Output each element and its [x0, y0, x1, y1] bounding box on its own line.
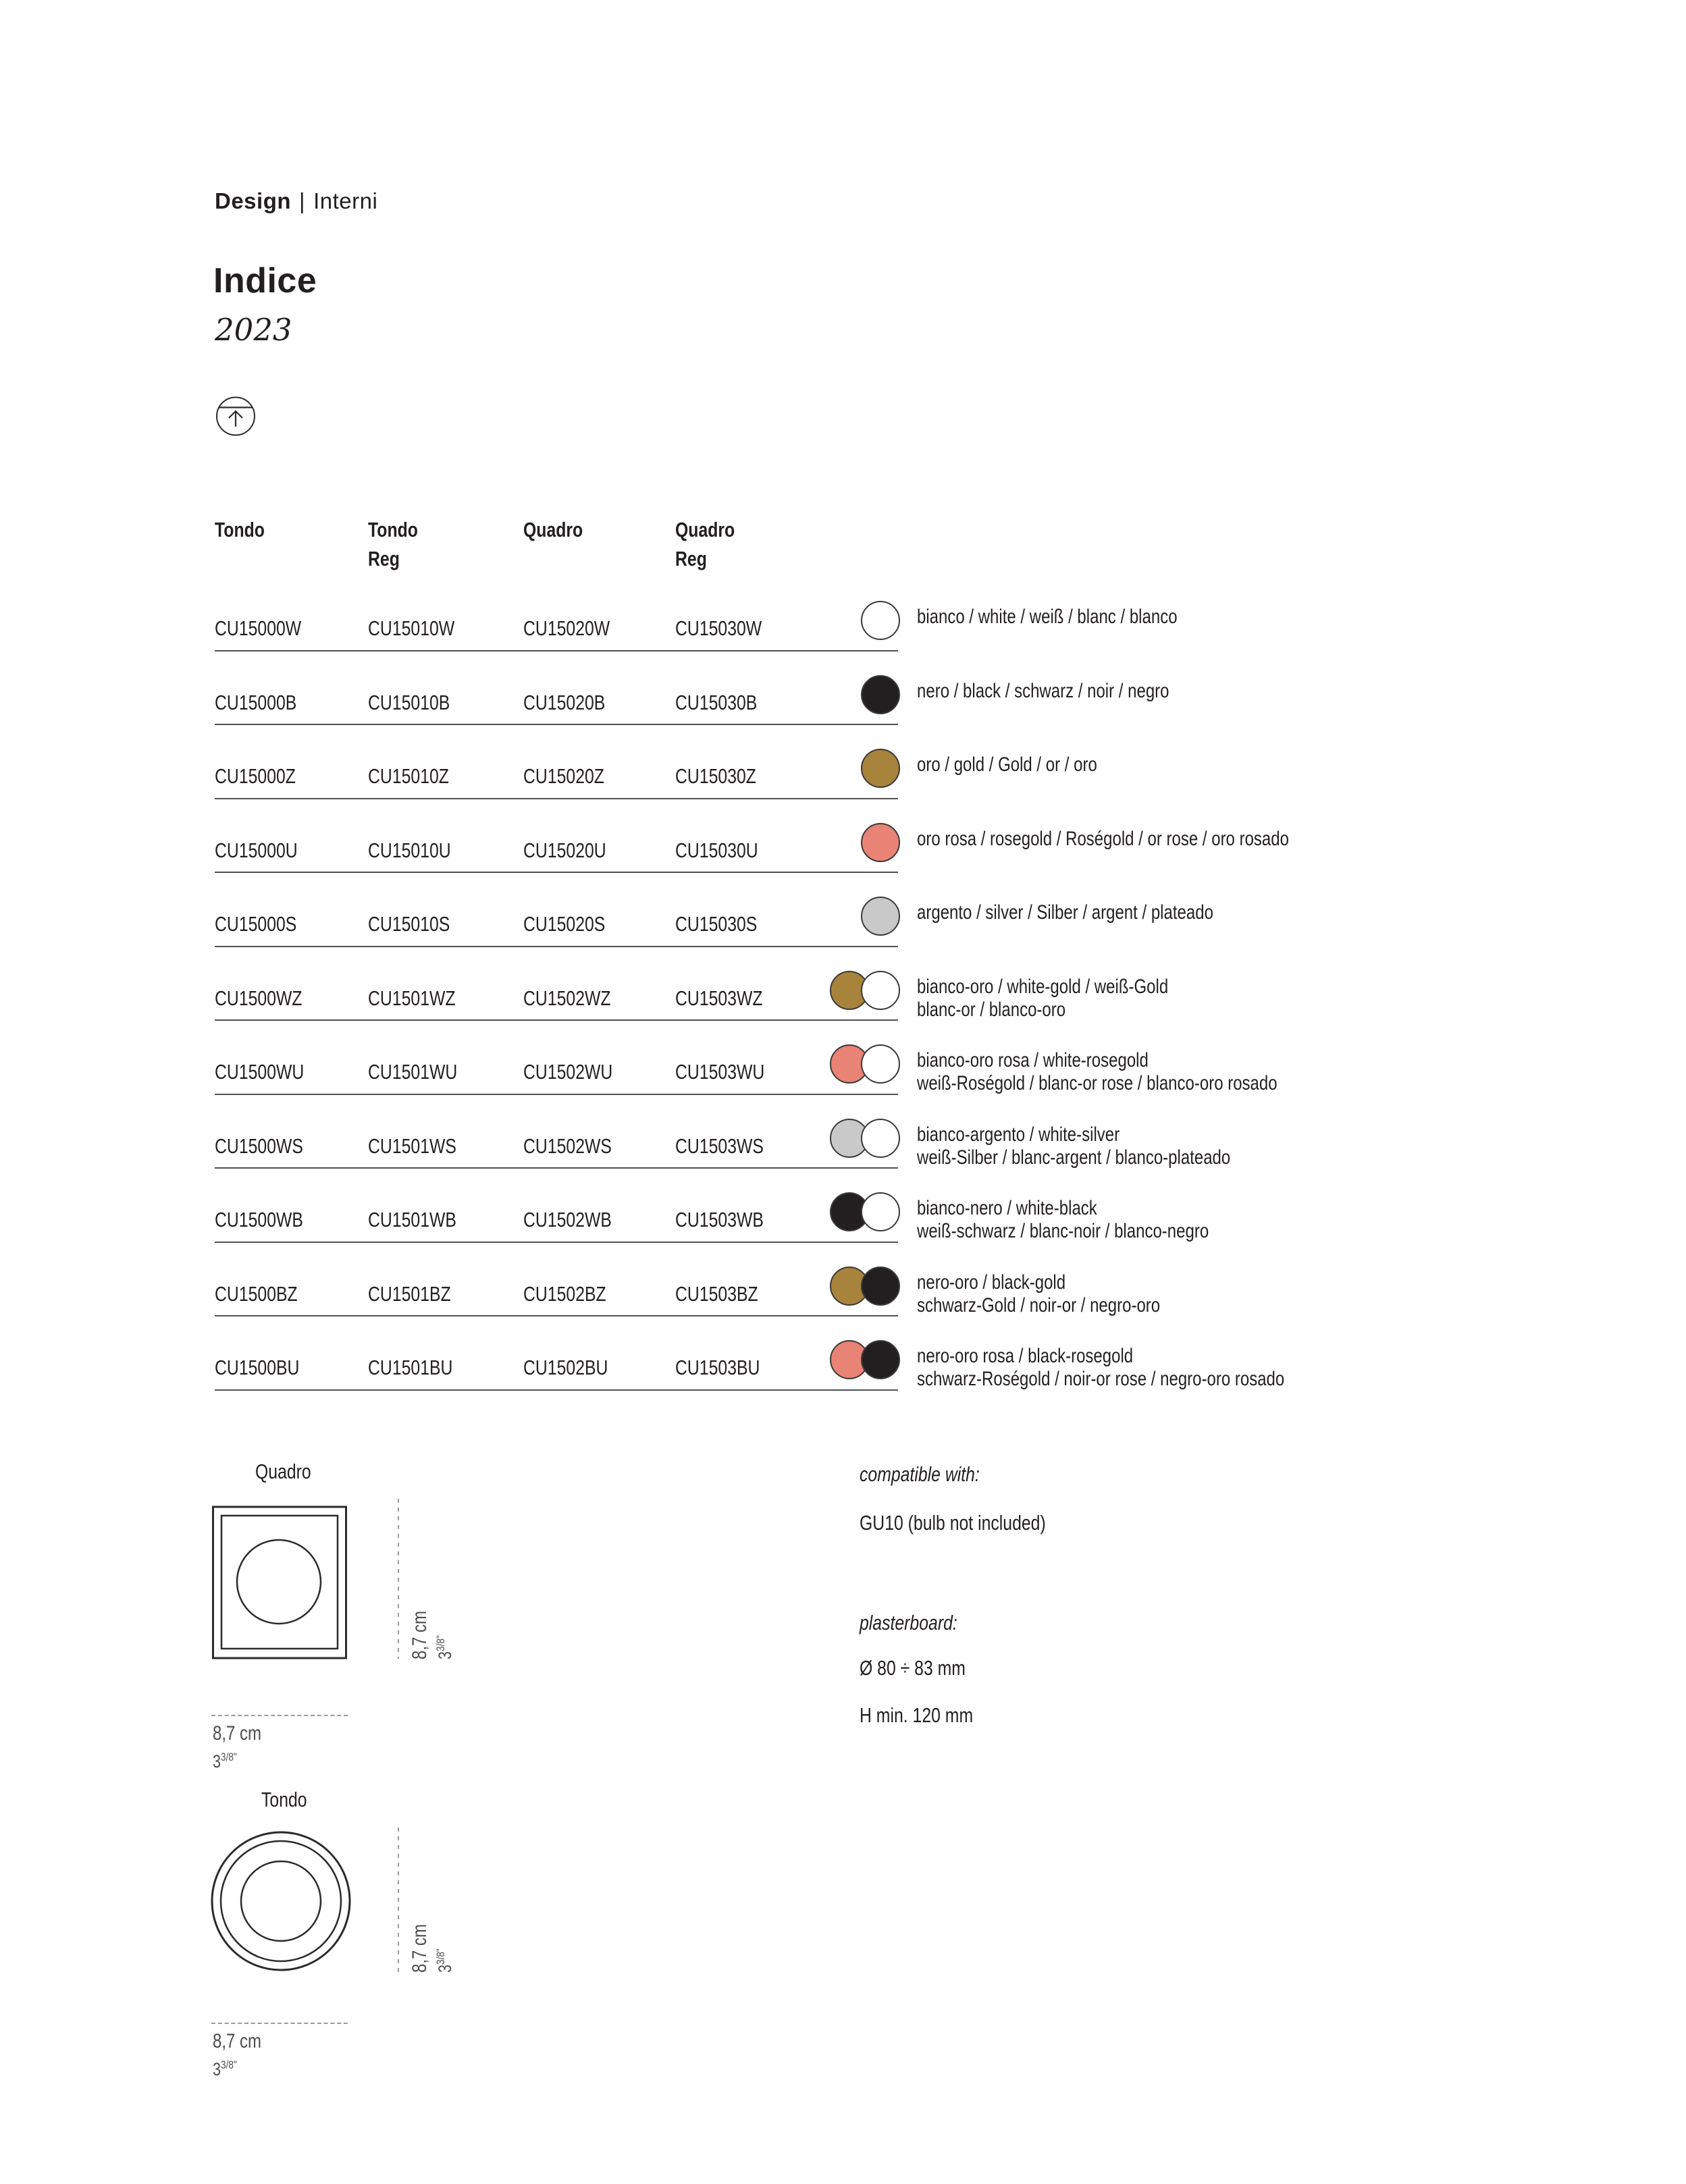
product-code: CU1500WU: [215, 1060, 305, 1084]
column-header-tondo: [215, 515, 265, 544]
page-title: Indice: [213, 261, 317, 300]
product-code: CU15030S: [675, 912, 758, 936]
color-label-line: weiß-schwarz / blanc-noir / blanco-negro: [917, 1220, 1209, 1242]
column-header-line: Quadro: [523, 518, 583, 541]
min-height-value: H min. 120 mm: [860, 1703, 974, 1727]
color-label: [917, 753, 1097, 776]
product-code: CU1502BU: [523, 1356, 608, 1379]
table-row: [215, 651, 1169, 726]
product-code: CU15000W: [215, 616, 302, 640]
swatch-front-white: [861, 1044, 900, 1084]
swatch-front-white: [861, 1119, 900, 1158]
product-code: CU1501WZ: [368, 986, 456, 1010]
quadro-diagram-title: Quadro: [255, 1460, 311, 1483]
swatch-front-white: [861, 971, 900, 1010]
color-label-line: bianco-oro / white-gold / weiß-Gold: [917, 975, 1169, 998]
table-row: [215, 799, 1289, 874]
product-code: CU1502WB: [523, 1208, 612, 1231]
table-row: [215, 947, 1169, 1021]
product-code: CU1503WU: [675, 1060, 765, 1084]
swatch-gold: [861, 749, 900, 788]
column-header-line: Reg: [368, 547, 400, 570]
color-label-line: nero / black / schwarz / noir / negro: [917, 679, 1169, 702]
tondo-width-dimension-line: [211, 2023, 348, 2024]
color-label-line: weiß-Silber / blanc-argent / blanco-plateado: [917, 1146, 1231, 1169]
product-code: CU1502BZ: [523, 1281, 606, 1306]
tondo-diagram-title: Tondo: [261, 1788, 307, 1811]
product-code: CU15020U: [523, 838, 606, 862]
swatch-front-black: [861, 1340, 900, 1379]
product-code: CU15000B: [215, 690, 297, 714]
product-code: CU1500WB: [215, 1208, 303, 1231]
column-header-line: Tondo: [368, 518, 418, 541]
table-row: [215, 1169, 1209, 1243]
product-code: CU1500BZ: [215, 1281, 298, 1306]
dimension-inch: $3^{3/8"}$: [213, 2058, 237, 2079]
quadro-height-dimension: [409, 1611, 455, 1659]
product-table: [215, 577, 1289, 1391]
product-code: CU15030W: [675, 616, 762, 640]
color-label: [917, 1123, 1230, 1169]
product-code: CU1503WB: [675, 1208, 764, 1231]
color-label-line: oro rosa / rosegold / Roségold / or rose / oro rosado: [917, 827, 1289, 850]
product-code: CU15020Z: [523, 764, 604, 788]
product-code: CU1503WS: [675, 1134, 764, 1158]
quadro-width-dimension-line: [211, 1715, 348, 1716]
product-code: CU1500WZ: [215, 986, 302, 1010]
color-label: [917, 606, 1178, 629]
plasterboard-label: plasterboard:: [860, 1611, 957, 1634]
product-code: CU15030U: [675, 838, 758, 862]
dimension-inch: $3^{3/8"}$: [434, 1635, 455, 1659]
table-row: [215, 1021, 1277, 1095]
brand-name-bold: Design: [215, 188, 292, 213]
color-label: [917, 1197, 1209, 1243]
product-code: CU15000S: [215, 912, 297, 936]
dimension-cm: 8,7 cm: [213, 1722, 262, 1744]
color-label: [917, 976, 1168, 1021]
product-code: CU1501BU: [368, 1356, 453, 1379]
compatible-with-label: compatible with:: [860, 1462, 980, 1486]
table-row: [215, 725, 1097, 799]
product-code: CU1501BZ: [368, 1281, 451, 1306]
product-code: CU15020S: [523, 912, 606, 936]
product-code: CU15010B: [368, 690, 450, 714]
color-label-line: bianco-argento / white-silver: [917, 1123, 1120, 1146]
product-code: CU1502WS: [523, 1134, 612, 1158]
product-code: CU15010W: [368, 616, 455, 640]
table-row: [215, 1316, 1285, 1391]
color-label: [917, 1271, 1160, 1317]
dimension-cm: 8,7 cm: [409, 1610, 431, 1659]
swatch-front-black: [861, 1267, 900, 1306]
product-code: CU15010U: [368, 838, 451, 862]
product-code: CU1503BZ: [675, 1281, 758, 1306]
brand-separator: |: [299, 188, 306, 213]
swatch-silver: [861, 897, 900, 936]
product-code: CU15030Z: [675, 764, 756, 788]
product-code: CU15020W: [523, 616, 610, 640]
product-code: CU15000U: [215, 838, 298, 862]
swatch-white: [861, 601, 900, 640]
product-code: CU1503WZ: [675, 986, 763, 1010]
column-header-line: Reg: [675, 547, 707, 570]
color-label-line: nero-oro / black-gold: [917, 1271, 1066, 1294]
product-code: CU1501WU: [368, 1060, 458, 1084]
product-code: CU1502WZ: [523, 986, 611, 1010]
compatible-with-value: GU10 (bulb not included): [860, 1511, 1046, 1535]
color-label-line: argento / silver / Silber / argent / plateado: [917, 901, 1213, 924]
product-code: CU15010S: [368, 912, 450, 936]
swatch-black: [861, 675, 900, 714]
color-label-line: oro / gold / Gold / or / oro: [917, 753, 1097, 776]
column-header-quadro-reg: [675, 515, 735, 573]
column-header-tondo-reg: [368, 515, 418, 573]
product-code: CU1500BU: [215, 1356, 300, 1379]
dimension-inch: $3^{3/8"}$: [434, 1948, 455, 1973]
table-row: [215, 577, 1178, 651]
color-label-line: bianco / white / weiß / blanc / blanco: [917, 606, 1178, 628]
color-label: [917, 680, 1169, 703]
color-label-line: schwarz-Roségold / noir-or rose / negro-oro rosado: [917, 1368, 1285, 1390]
product-code: CU15020B: [523, 690, 606, 714]
product-code: CU1503BU: [675, 1356, 760, 1379]
product-code: CU1501WB: [368, 1208, 456, 1231]
color-label: [917, 1345, 1284, 1391]
product-code: CU1501WS: [368, 1134, 456, 1158]
product-code: CU15010Z: [368, 764, 449, 788]
dimension-inch: $3^{3/8"}$: [213, 1751, 237, 1772]
brand-name-regular: Interni: [313, 188, 378, 213]
color-label-line: bianco-nero / white-black: [917, 1197, 1097, 1219]
product-code: CU15000Z: [215, 764, 296, 788]
color-label-line: weiß-Roségold / blanc-or rose / blanco-oro rosado: [917, 1072, 1277, 1094]
back-to-top-icon[interactable]: [215, 396, 257, 441]
tondo-height-dimension: [409, 1924, 455, 1973]
table-row: [215, 873, 1213, 947]
color-label: [917, 828, 1289, 851]
color-label-line: bianco-oro rosa / white-rosegold: [917, 1049, 1149, 1071]
dimension-cm: 8,7 cm: [409, 1923, 431, 1973]
color-label-line: schwarz-Gold / noir-or / negro-oro: [917, 1294, 1161, 1316]
color-label: [917, 901, 1213, 924]
product-code: CU1502WU: [523, 1060, 613, 1084]
page-year: 2023: [215, 312, 292, 348]
hole-diameter-value: Ø 80 ÷ 83 mm: [860, 1656, 966, 1680]
brand-header: [215, 188, 377, 214]
column-header-line: Tondo: [215, 518, 265, 541]
color-label-line: nero-oro rosa / black-rosegold: [917, 1345, 1134, 1367]
swatch-front-white: [861, 1192, 900, 1231]
column-header-quadro: [523, 515, 583, 544]
table-row: [215, 1095, 1231, 1169]
dimension-cm: 8,7 cm: [213, 2030, 262, 2052]
product-code: CU1500WS: [215, 1134, 303, 1158]
color-label-line: blanc-or / blanco-oro: [917, 998, 1066, 1021]
column-header-line: Quadro: [675, 518, 735, 541]
color-label: [917, 1049, 1277, 1095]
product-code: CU15030B: [675, 690, 758, 714]
swatch-rosegold: [861, 823, 900, 862]
table-row: [215, 1243, 1161, 1317]
